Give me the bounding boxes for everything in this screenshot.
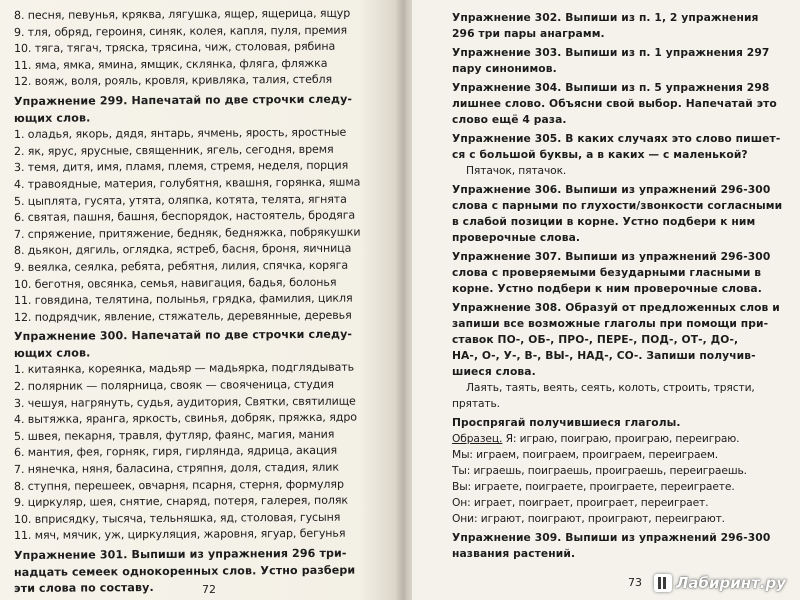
exercise-title: ющих слов. <box>13 111 91 125</box>
list-item: 5. цыплята, гусята, утята, оляпка, котята, телята, ягнята <box>13 192 347 208</box>
exercise-305 <box>452 131 790 179</box>
exercise-text: Упражнение 309. Выпиши из упражнений 296-300 <box>452 531 771 544</box>
list-item: 7. спряжение, притяжение, бедняк, бедняжка, побрякушки <box>13 225 361 241</box>
list-item: 4. травоядные, материя, голубятня, квашня, горянка, яшма <box>13 175 361 191</box>
list-item: 8. ступня, перешеек, овчарня, псарня, стерня, формуляр <box>13 477 344 493</box>
watermark-text: Лабиринт.ру <box>675 574 786 592</box>
exercise-text: 296 три пары анаграмм. <box>452 27 605 40</box>
list-item: 10. беготня, овсянка, семья, навигация, бадья, болонья <box>13 275 337 291</box>
exercise-text: Упражнение 308. Образуй от предложенных слов и <box>452 301 780 314</box>
exercise-text: в слабой позиции в корне. Устно подбери к ним <box>452 215 756 228</box>
exercise-307 <box>452 249 790 297</box>
exercise-299 <box>14 94 386 326</box>
page-number-left: 72 <box>202 583 216 596</box>
list-item: 3. темя, дитя, имя, пламя, племя, стремя, неделя, порция <box>13 159 349 175</box>
conjugation-row: Он: играет, поиграет, проиграет, переиграет. <box>452 496 709 509</box>
exercise-text: названия растений. <box>452 547 576 560</box>
list-item: 10. тяга, тягач, тряска, трясина, чиж, столовая, рябина <box>13 39 336 56</box>
exercise-text: Упражнение 303. Выпиши из п. 1 упражнения 297 <box>452 46 770 59</box>
conjugation-row: Ты: играешь, поиграешь, проиграешь, переиграешь. <box>452 464 747 477</box>
exercise-text: ся с большой буквы, а в каких — с маленькой? <box>452 148 748 161</box>
list-item: 5. швея, пекарня, травля, футляр, фаянс, магия, мания <box>13 427 335 443</box>
conjugation-row: Вы: играете, поиграете, проиграете, переиграете. <box>452 480 735 493</box>
exercise-text: НА-, О-, У-, В-, ВЫ-, НАД-, СО-. Запиши получив- <box>452 349 756 362</box>
exercise-text: Упражнение 307. Выпиши из упражнений 296-300 <box>452 250 771 263</box>
exercise-301 <box>14 548 386 598</box>
list-item: 4. вытяжка, яранга, яркость, свинья, добряк, пряжка, ядро <box>13 410 357 427</box>
exercise-text: Упражнение 304. Выпиши из п. 5 упражнения 298 <box>452 81 770 94</box>
exercise-text: ставок ПО-, ОБ-, ПРО-, ПЕРЕ-, ПОД-, ОТ-, ДО-, <box>452 333 739 346</box>
list-item: 1. оладья, якорь, дядя, янтарь, ячмень, ярость, яростные <box>13 125 347 142</box>
list-item: 10. вприсядку, тысяча, тельняшка, яд, столовая, гусыня <box>13 510 341 526</box>
list-item: 6. мантия, фея, горняк, гиря, гирлянда, ядрица, акация <box>13 444 338 460</box>
exercise-text: Упражнение 306. Выпиши из упражнений 296-300 <box>452 183 771 196</box>
exercise-title: Упражнение 299. Напечатай по две строчки следу- <box>13 92 353 108</box>
list-item: 9. веялка, сеялка, ребята, ребятня, лилия, спячка, коряга <box>13 258 349 274</box>
list-item: 11. яма, ямка, ямина, ямщик, склянка, фляга, фляжка <box>13 56 328 72</box>
exercise-text: лишнее слово. Объясни свой выбор. Напечатай это <box>452 97 777 110</box>
exercise-303 <box>452 45 790 77</box>
sample-label: Образец. <box>452 432 503 445</box>
exercise-words: Пятачок, пятачок. <box>466 164 567 177</box>
exercise-text: слова с парными по глухости/звонкости согласными <box>452 199 783 212</box>
conjugation-block <box>452 415 790 527</box>
exercise-306 <box>452 182 790 246</box>
list-item: 9. тля, обряд, героиня, синяк, колея, капля, пуля, премия <box>13 23 348 39</box>
exercise-text: Упражнение 301. Выпиши из упражнения 296 три- <box>13 546 347 562</box>
list-item: 12. вояж, воля, рояль, кровля, кривляка, талия, стебля <box>13 73 333 89</box>
list-item: 12. подрядчик, явление, стяжатель, деревянные, деревья <box>13 308 352 324</box>
conjugation-row: Мы: играем, поиграем, проиграем, переиграем. <box>452 448 719 461</box>
list-item: 11. мяч, мячик, уж, циркуляция, жаровня, ягуар, бегунья <box>13 527 346 543</box>
list-item: 2. полярник — полярница, свояк — свояченица, студия <box>13 377 334 394</box>
list-item: 9. циркуляр, шея, снятие, снаряд, потеря, галерея, поляк <box>13 493 349 510</box>
exercise-words: Лаять, таять, веять, сеять, колоть, строить, трясти, <box>466 381 755 394</box>
exercise-text: слово ещё 4 раза. <box>452 113 567 126</box>
exercise-308 <box>452 300 790 412</box>
exercise-text: надцать семеек однокоренных слов. Устно разбери <box>13 563 356 579</box>
exercise-text: проверочные слова. <box>452 231 581 244</box>
page-number-right: 73 <box>628 576 642 589</box>
list-item: 2. як, ярус, ярусные, священник, ягель, сегодня, время <box>13 142 334 158</box>
conjugation-sample: Образец. Я: играю, поиграю, проиграю, переиграю. <box>452 432 740 445</box>
exercise-309 <box>452 530 790 562</box>
exercise-text: эти слова по составу. <box>13 581 154 596</box>
exercise-words: прятать. <box>452 397 500 410</box>
list-item: 6. святая, пашня, башня, беспорядок, настоятель, бродяга <box>13 208 356 225</box>
exercise-text: Упражнение 302. Выпиши из п. 1, 2 упражнения <box>452 11 759 24</box>
word-list-top <box>14 8 386 91</box>
exercise-text: запиши все возможные глаголы при помощи при- <box>452 317 769 330</box>
conjugation-row: Они: играют, поиграют, проиграют, переиграют. <box>452 512 725 525</box>
right-page <box>412 0 800 600</box>
exercise-text: пару синонимов. <box>452 62 557 75</box>
list-item: 7. нянечка, няня, баласина, стряпня, доля, стадия, ялик <box>13 460 339 477</box>
exercise-text: шиеся слова. <box>452 365 536 378</box>
watermark <box>654 574 786 592</box>
exercise-title: Упражнение 300. Напечатай по две строчки следу- <box>13 327 353 344</box>
list-item: 8. песня, певунья, кряква, лягушка, ящер, ящерица, ящур <box>13 6 351 22</box>
exercise-304 <box>452 80 790 128</box>
list-item: 8. дьякон, дягиль, оглядка, ястреб, басня, броня, яичница <box>13 241 352 258</box>
exercise-text: слова с проверяемыми безударными гласными в <box>452 266 762 279</box>
exercise-text: корне. Устно подбери к ним проверочные слова. <box>452 282 762 295</box>
labirint-logo-icon <box>654 574 672 592</box>
list-item: 3. чешуя, нагрянуть, судья, аудитория, Святки, святилище <box>13 394 356 410</box>
list-item: 11. говядина, телятина, полынья, грядка, фамилия, цикля <box>13 291 353 308</box>
conjugation-title: Проспрягай получившиеся глаголы. <box>452 416 681 429</box>
list-item: 1. китаянка, кореянка, мадьяр — мадьярка, подглядывать <box>13 361 355 377</box>
exercise-text: Упражнение 305. В каких случаях это слово пишет- <box>452 132 781 145</box>
exercise-300 <box>14 329 386 545</box>
exercise-302 <box>452 10 790 42</box>
exercise-title: ющих слов. <box>13 346 91 360</box>
